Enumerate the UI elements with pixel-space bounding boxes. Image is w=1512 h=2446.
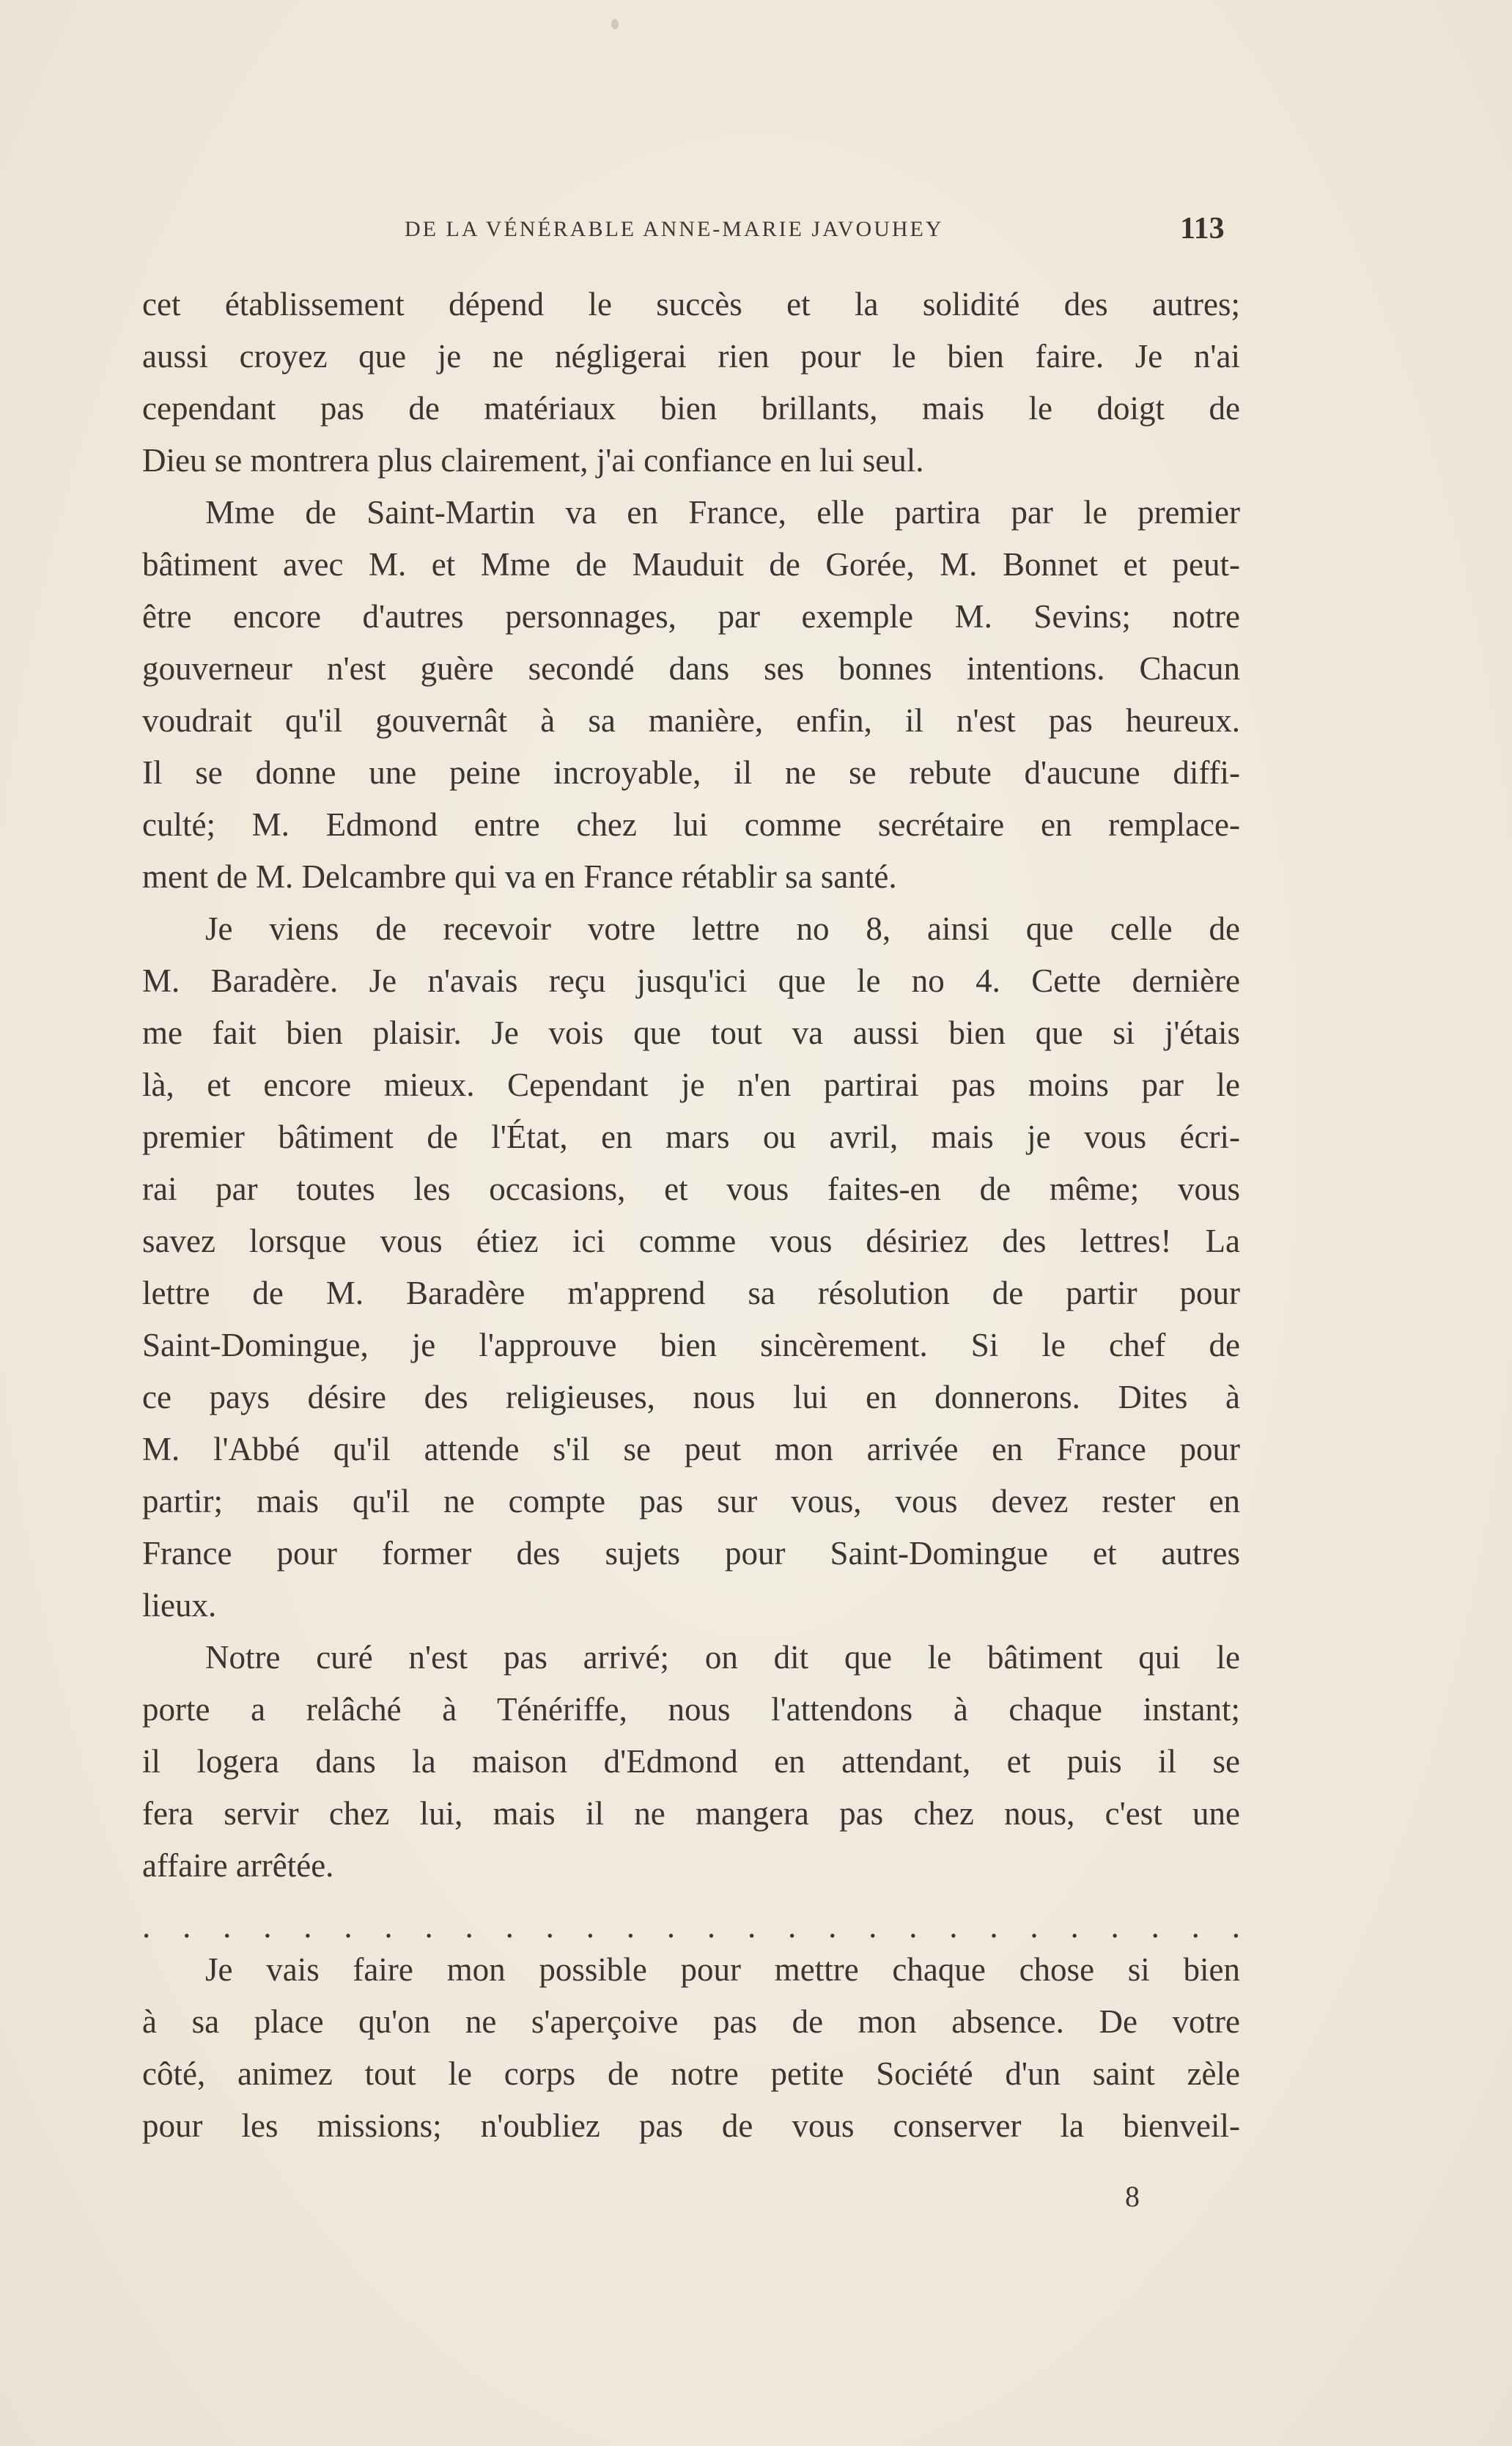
text-line: bâtiment avec M. et Mme de Mauduit de Gorée, M. Bonnet et peut- bbox=[142, 546, 1240, 583]
text-line: Je viens de recevoir votre lettre no 8, ainsi que celle de bbox=[205, 910, 1240, 947]
text-line: Saint-Domingue, je l'approuve bien sincèrement. Si le chef de bbox=[142, 1327, 1240, 1363]
text-line: à sa place qu'on ne s'aperçoive pas de mon absence. De votre bbox=[142, 2003, 1240, 2040]
text-line: porte a relâché à Ténériffe, nous l'attendons à chaque instant; bbox=[142, 1691, 1240, 1728]
text-line: France pour former des sujets pour Saint-Domingue et autres bbox=[142, 1535, 1240, 1572]
text-line: ce pays désire des religieuses, nous lui en donnerons. Dites à bbox=[142, 1379, 1240, 1415]
text-line: côté, animez tout le corps de notre petite Société d'un saint zèle bbox=[142, 2055, 1240, 2092]
text-line: lettre de M. Baradère m'apprend sa résolution de partir pour bbox=[142, 1275, 1240, 1311]
text-line: aussi croyez que je ne négligerai rien pour le bien faire. Je n'ai bbox=[142, 338, 1240, 375]
text-line: affaire arrêtée. bbox=[142, 1847, 334, 1884]
body-text bbox=[142, 279, 1240, 2152]
text-line: pour les missions; n'oubliez pas de vous conserver la bienveil- bbox=[142, 2107, 1240, 2144]
text-line: M. l'Abbé qu'il attende s'il se peut mon arrivée en France pour bbox=[142, 1431, 1240, 1467]
text-line: partir; mais qu'il ne compte pas sur vous, vous devez rester en bbox=[142, 1483, 1240, 1519]
running-title: DE LA VÉNÉRABLE ANNE-MARIE JAVOUHEY bbox=[405, 217, 944, 241]
text-line: Mme de Saint-Martin va en France, elle partira par le premier bbox=[205, 494, 1240, 531]
text-line: ment de M. Delcambre qui va en France rétablir sa santé. bbox=[142, 858, 897, 895]
text-line: être encore d'autres personnages, par exemple M. Sevins; notre bbox=[142, 598, 1240, 635]
text-line: fera servir chez lui, mais il ne mangera pas chez nous, c'est une bbox=[142, 1795, 1240, 1832]
text-line: Il se donne une peine incroyable, il ne se rebute d'aucune diffi- bbox=[142, 754, 1240, 791]
text-line: culté; M. Edmond entre chez lui comme secrétaire en remplace- bbox=[142, 806, 1240, 843]
page-number: 113 bbox=[1180, 212, 1225, 246]
ellipsis-row: . . . . . . . . . . . . . . . . . . . . . . . . . . . . bbox=[142, 1908, 1240, 1945]
text-line: cependant pas de matériaux bien brillants, mais le doigt de bbox=[142, 390, 1240, 427]
text-line: Je vais faire mon possible pour mettre chaque chose si bien bbox=[205, 1951, 1240, 1988]
text-line: savez lorsque vous étiez ici comme vous désiriez des lettres! La bbox=[142, 1223, 1240, 1259]
text-line: gouverneur n'est guère secondé dans ses bonnes intentions. Chacun bbox=[142, 650, 1240, 687]
text-line: Notre curé n'est pas arrivé; on dit que le bâtiment qui le bbox=[205, 1639, 1240, 1676]
text-line: Dieu se montrera plus clairement, j'ai confiance en lui seul. bbox=[142, 442, 924, 479]
text-line: voudrait qu'il gouvernât à sa manière, enfin, il n'est pas heureux. bbox=[142, 702, 1240, 739]
signature-mark: 8 bbox=[1125, 2180, 1140, 2213]
text-line: rai par toutes les occasions, et vous faites-en de même; vous bbox=[142, 1171, 1240, 1207]
text-line: cet établissement dépend le succès et la solidité des autres; bbox=[142, 286, 1240, 323]
text-line: là, et encore mieux. Cependant je n'en partirai pas moins par le bbox=[142, 1067, 1240, 1103]
text-line: premier bâtiment de l'État, en mars ou avril, mais je vous écri- bbox=[142, 1119, 1240, 1155]
text-line: lieux. bbox=[142, 1587, 217, 1624]
text-line: me fait bien plaisir. Je vois que tout va aussi bien que si j'étais bbox=[142, 1014, 1240, 1051]
text-line: M. Baradère. Je n'avais reçu jusqu'ici que le no 4. Cette dernière bbox=[142, 962, 1240, 999]
text-line: il logera dans la maison d'Edmond en attendant, et puis il se bbox=[142, 1743, 1240, 1780]
paper-speck bbox=[611, 19, 619, 29]
